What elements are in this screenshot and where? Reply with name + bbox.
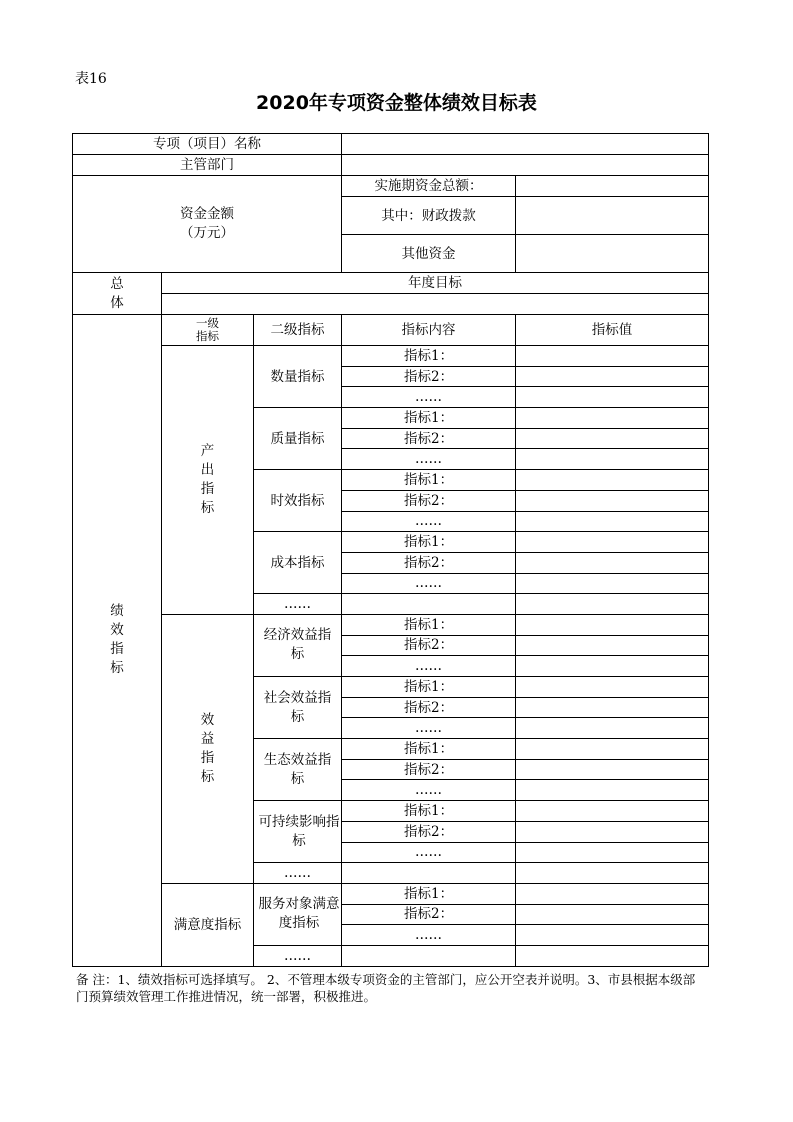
- footnote: 备 注：1、绩效指标可选择填写。 2、不管理本级专项资金的主管部门，应公开空表并说明。3、市县根据本级部门预算绩效管理工作推进情况，统一部署，积极推进。: [76, 972, 696, 1004]
- overall-side-label: [73, 273, 162, 315]
- indicator-2: 指标2：: [342, 697, 516, 718]
- indicator-more: ……: [342, 842, 516, 863]
- indicator-more: ……: [342, 780, 516, 801]
- econ-indicator-text: 经济效益指标: [263, 627, 332, 663]
- indicator-value: [516, 449, 709, 470]
- indicator-1: 指标1：: [342, 739, 516, 760]
- indicator-value: [516, 677, 709, 698]
- indicator-value: [516, 490, 709, 511]
- indicator-value: [516, 925, 709, 946]
- indicator-value: [516, 346, 709, 367]
- table-row: [73, 614, 709, 635]
- fund-unit-text: （万元）: [180, 225, 235, 241]
- overall-side-2: 体: [110, 294, 124, 311]
- indicator-value: [516, 656, 709, 677]
- indicator-1: 指标1：: [342, 408, 516, 429]
- indicator-2: 指标2：: [342, 904, 516, 925]
- social-indicator: [254, 677, 342, 739]
- level1-header-text: 一级指标: [196, 316, 219, 343]
- benefit-more: ……: [254, 863, 342, 884]
- quality-indicator: 质量指标: [254, 408, 342, 470]
- indicator-value: [516, 552, 709, 573]
- indicator-more: ……: [342, 573, 516, 594]
- project-name-label: 专项（项目）名称: [73, 134, 342, 155]
- indicator-value: [516, 470, 709, 491]
- indicator-2: 指标2：: [342, 552, 516, 573]
- annual-goal-value: [162, 294, 709, 315]
- service-satisfaction-text: 服务对象满意度指标: [258, 896, 340, 932]
- performance-target-table: [72, 133, 709, 967]
- indicator-1: 指标1：: [342, 346, 516, 367]
- eco-indicator-text: 生态效益指标: [263, 751, 332, 787]
- sustain-indicator: [254, 801, 342, 863]
- indicator-1: 指标1：: [342, 614, 516, 635]
- social-indicator-text: 社会效益指标: [263, 689, 332, 725]
- indicator-value: [516, 366, 709, 387]
- perf-side-text: 绩效指标: [110, 603, 124, 677]
- benefit-label: [162, 614, 254, 883]
- indicator-value: [516, 863, 709, 884]
- fund-amount-text: 资金金额: [180, 206, 235, 222]
- total-fund-label: 实施期资金总额：: [342, 176, 516, 197]
- indicator-value: [516, 594, 709, 615]
- indicator-value: [516, 759, 709, 780]
- overall-side-1: 总: [110, 275, 124, 292]
- content-header: 指标内容: [342, 315, 516, 346]
- indicator-2: 指标2：: [342, 428, 516, 449]
- eco-indicator: [254, 739, 342, 801]
- table-row: [73, 883, 709, 904]
- other-fund-value: [516, 235, 709, 273]
- indicator-more: ……: [342, 449, 516, 470]
- level2-header: 二级指标: [254, 315, 342, 346]
- table-row: [73, 176, 709, 197]
- page-title: 2020年专项资金整体绩效目标表: [256, 92, 537, 114]
- table-row: [73, 294, 709, 315]
- indicator-content: [342, 945, 516, 966]
- value-header: 指标值: [516, 315, 709, 346]
- indicator-value: [516, 904, 709, 925]
- indicator-2: 指标2：: [342, 635, 516, 656]
- output-label: [162, 346, 254, 615]
- satisfaction-more: ……: [254, 945, 342, 966]
- table-row: [73, 346, 709, 367]
- table-row: [73, 315, 709, 346]
- indicator-value: [516, 635, 709, 656]
- indicator-1: 指标1：: [342, 883, 516, 904]
- output-label-text: 产出指标: [200, 442, 215, 516]
- table-row: [73, 134, 709, 155]
- indicator-1: 指标1：: [342, 677, 516, 698]
- dept-value: [342, 155, 709, 176]
- total-fund-value: [516, 176, 709, 197]
- service-satisfaction-indicator: [254, 883, 342, 945]
- indicator-value: [516, 511, 709, 532]
- indicator-value: [516, 718, 709, 739]
- indicator-more: ……: [342, 925, 516, 946]
- indicator-more: ……: [342, 656, 516, 677]
- indicator-value: [516, 614, 709, 635]
- indicator-value: [516, 842, 709, 863]
- indicator-1: 指标1：: [342, 532, 516, 553]
- output-more: ……: [254, 594, 342, 615]
- table-number: 表16: [75, 71, 107, 87]
- indicator-more: ……: [342, 718, 516, 739]
- annual-goal-header: 年度目标: [162, 273, 709, 294]
- indicator-2: 指标2：: [342, 821, 516, 842]
- fund-amount-label: [73, 176, 342, 273]
- indicator-value: [516, 387, 709, 408]
- indicator-value: [516, 408, 709, 429]
- dept-label: 主管部门: [73, 155, 342, 176]
- other-fund-label: 其他资金: [342, 235, 516, 273]
- table-row: [73, 273, 709, 294]
- benefit-label-text: 效益指标: [200, 711, 215, 785]
- sustain-indicator-text: 可持续影响指标: [258, 813, 340, 849]
- table-row: [73, 155, 709, 176]
- fiscal-fund-label: 其中：财政拨款: [342, 197, 516, 235]
- project-name-value: [342, 134, 709, 155]
- indicator-1: 指标1：: [342, 801, 516, 822]
- indicator-more: ……: [342, 387, 516, 408]
- indicator-value: [516, 428, 709, 449]
- indicator-value: [516, 780, 709, 801]
- indicator-content: [342, 863, 516, 884]
- indicator-value: [516, 697, 709, 718]
- indicator-value: [516, 532, 709, 553]
- level1-header: [162, 315, 254, 346]
- indicator-value: [516, 821, 709, 842]
- satisfaction-label: 满意度指标: [162, 883, 254, 966]
- indicator-value: [516, 945, 709, 966]
- indicator-value: [516, 739, 709, 760]
- indicator-1: 指标1：: [342, 470, 516, 491]
- econ-indicator: [254, 614, 342, 676]
- indicator-value: [516, 801, 709, 822]
- indicator-more: ……: [342, 511, 516, 532]
- indicator-value: [516, 883, 709, 904]
- time-indicator: 时效指标: [254, 470, 342, 532]
- fiscal-fund-value: [516, 197, 709, 235]
- qty-indicator: 数量指标: [254, 346, 342, 408]
- indicator-2: 指标2：: [342, 490, 516, 511]
- indicator-content: [342, 594, 516, 615]
- indicator-value: [516, 573, 709, 594]
- cost-indicator: 成本指标: [254, 532, 342, 594]
- perf-side-label: [73, 315, 162, 967]
- indicator-2: 指标2：: [342, 759, 516, 780]
- indicator-2: 指标2：: [342, 366, 516, 387]
